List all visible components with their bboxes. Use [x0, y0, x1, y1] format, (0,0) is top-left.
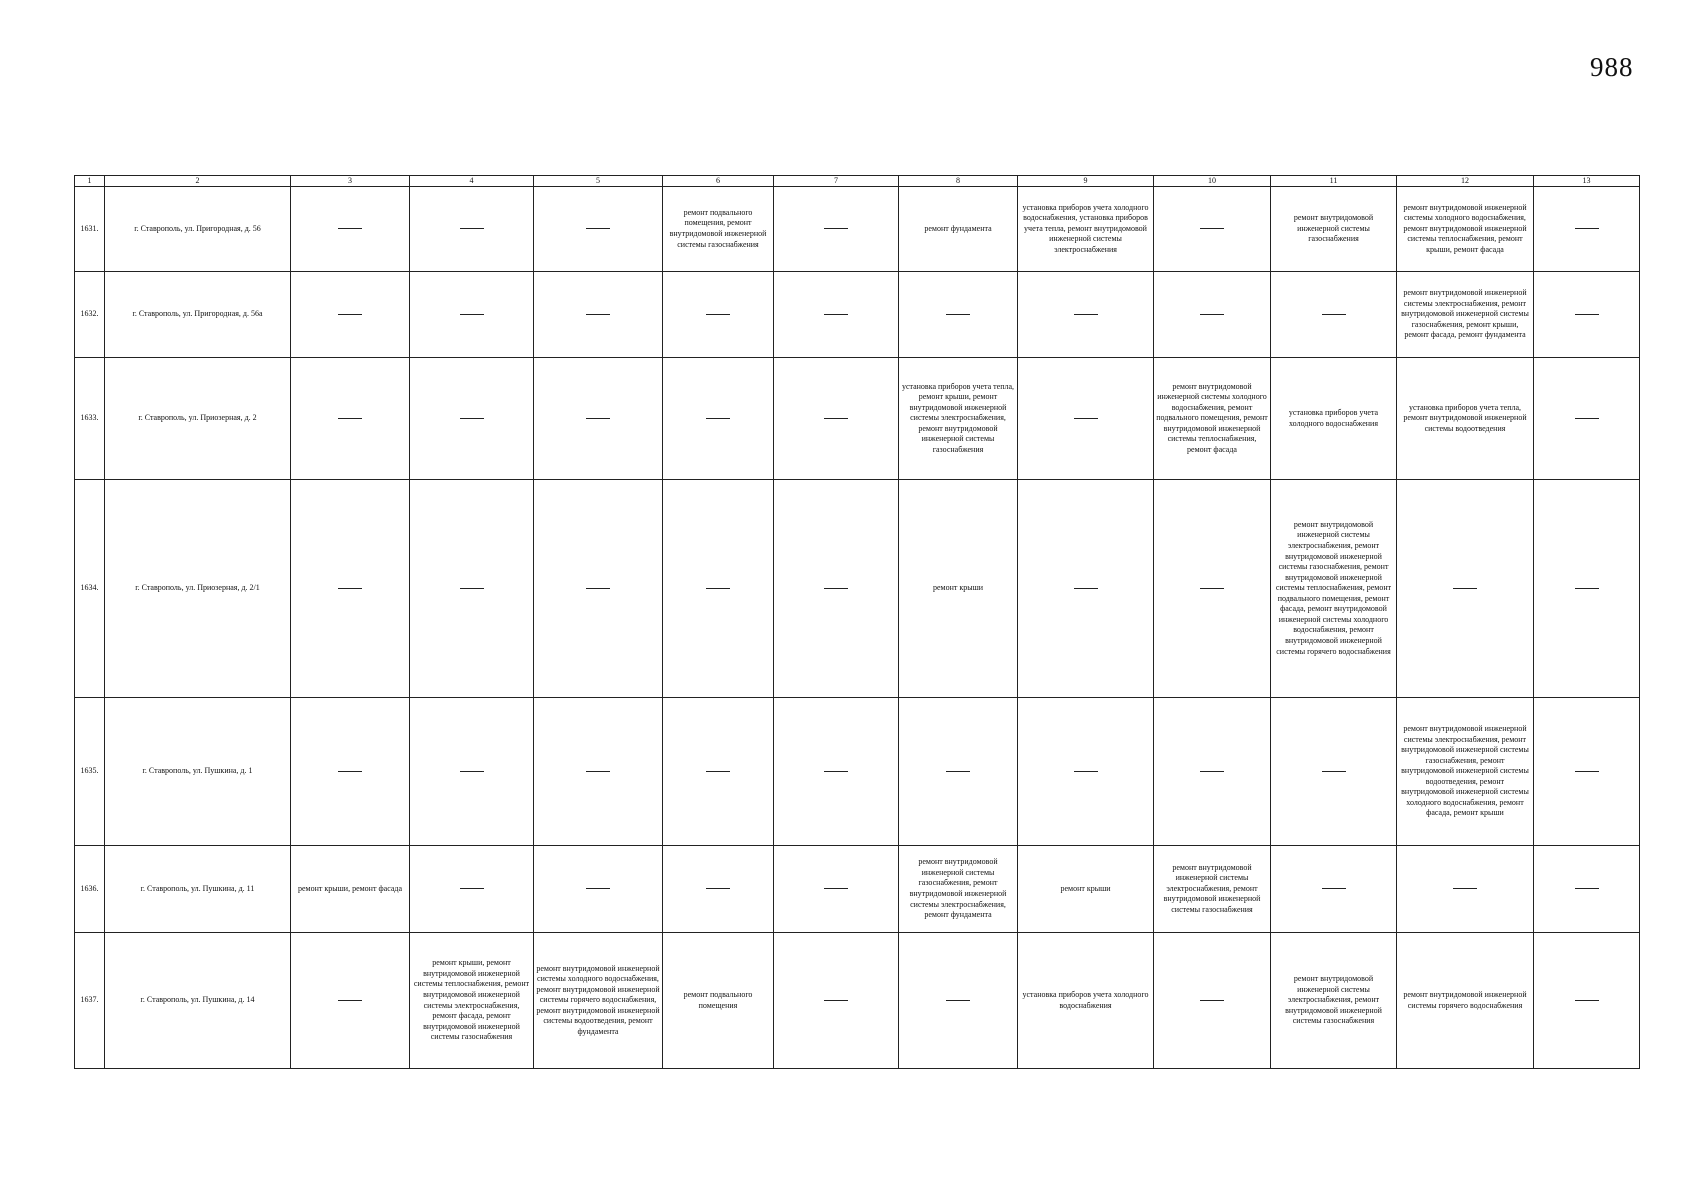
empty-cell	[1534, 480, 1640, 698]
dash-mark	[1200, 1000, 1224, 1001]
dash-mark	[586, 888, 610, 889]
dash-mark	[1200, 588, 1224, 589]
empty-cell	[899, 272, 1018, 358]
work-cell: ремонт внутридомовой инженерной системы горячего водоснабжения	[1397, 933, 1534, 1069]
empty-cell	[899, 933, 1018, 1069]
empty-cell	[291, 272, 410, 358]
empty-cell	[1534, 846, 1640, 933]
work-cell: ремонт внутридомовой инженерной системы холодного водоснабжения, ремонт внутридомовой инженерной системы горячего водоснабжения, ремонт внутридомовой инженерной системы водоотведения, ремонт фундамента	[534, 933, 663, 1069]
table-row	[75, 358, 1640, 480]
empty-cell	[1018, 480, 1154, 698]
empty-cell	[774, 698, 899, 846]
dash-mark	[460, 888, 484, 889]
empty-cell	[534, 272, 663, 358]
work-cell: ремонт подвального помещения	[663, 933, 774, 1069]
empty-cell	[1534, 698, 1640, 846]
empty-cell	[1018, 358, 1154, 480]
column-number-row	[75, 176, 1640, 187]
work-cell: ремонт внутридомовой инженерной системы холодного водоснабжения, ремонт подвального помещения, ремонт внутридомовой инженерной системы теплоснабжения, ремонт фасада	[1154, 358, 1271, 480]
column-number: 9	[1018, 176, 1154, 187]
empty-cell	[291, 698, 410, 846]
empty-cell	[291, 480, 410, 698]
row-number: 1637.	[75, 933, 105, 1069]
empty-cell	[774, 187, 899, 272]
dash-mark	[946, 1000, 970, 1001]
work-cell: ремонт внутридомовой инженерной системы газоснабжения, ремонт внутридомовой инженерной системы электроснабжения, ремонт фундамента	[899, 846, 1018, 933]
work-cell: ремонт внутридомовой инженерной системы холодного водоснабжения, ремонт внутридомовой инженерной системы теплоснабжения, ремонт крыши, ремонт фасада	[1397, 187, 1534, 272]
row-number: 1632.	[75, 272, 105, 358]
column-number: 11	[1271, 176, 1397, 187]
dash-mark	[586, 771, 610, 772]
dash-mark	[1322, 771, 1346, 772]
empty-cell	[291, 933, 410, 1069]
empty-cell	[1271, 698, 1397, 846]
dash-mark	[706, 771, 730, 772]
dash-mark	[946, 314, 970, 315]
empty-cell	[1397, 846, 1534, 933]
work-cell: ремонт крыши, ремонт внутридомовой инженерной системы теплоснабжения, ремонт внутридомовой инженерной системы электроснабжения, ремонт фасада, ремонт внутридомовой инженерной системы газоснабжения	[410, 933, 534, 1069]
dash-mark	[1322, 314, 1346, 315]
row-number: 1634.	[75, 480, 105, 698]
empty-cell	[410, 480, 534, 698]
dash-mark	[1453, 588, 1477, 589]
work-cell: ремонт внутридомовой инженерной системы электроснабжения, ремонт внутридомовой инженерной системы газоснабжения, ремонт внутридомовой инженерной системы водоотведения, ремонт внутридомовой инженерной системы холодного водоснабжения, ремонт фасада, ремонт крыши	[1397, 698, 1534, 846]
empty-cell	[1154, 187, 1271, 272]
empty-cell	[1397, 480, 1534, 698]
work-cell: ремонт внутридомовой инженерной системы электроснабжения, ремонт внутридомовой инженерной системы газоснабжения	[1154, 846, 1271, 933]
empty-cell	[899, 698, 1018, 846]
dash-mark	[586, 228, 610, 229]
column-number: 10	[1154, 176, 1271, 187]
table-row	[75, 846, 1640, 933]
table-row	[75, 272, 1640, 358]
repair-schedule-table	[74, 175, 1640, 1069]
empty-cell	[774, 272, 899, 358]
empty-cell	[291, 187, 410, 272]
row-number: 1633.	[75, 358, 105, 480]
dash-mark	[824, 771, 848, 772]
dash-mark	[1575, 314, 1599, 315]
dash-mark	[824, 1000, 848, 1001]
empty-cell	[410, 187, 534, 272]
empty-cell	[534, 187, 663, 272]
dash-mark	[338, 314, 362, 315]
table-row	[75, 187, 1640, 272]
empty-cell	[1534, 358, 1640, 480]
work-cell: ремонт внутридомовой инженерной системы электроснабжения, ремонт внутридомовой инженерной системы газоснабжения	[1271, 933, 1397, 1069]
column-number: 2	[105, 176, 291, 187]
dash-mark	[338, 418, 362, 419]
dash-mark	[1074, 418, 1098, 419]
dash-mark	[706, 588, 730, 589]
empty-cell	[663, 846, 774, 933]
table-body	[75, 176, 1640, 1069]
dash-mark	[338, 771, 362, 772]
dash-mark	[706, 888, 730, 889]
dash-mark	[1575, 418, 1599, 419]
empty-cell	[534, 480, 663, 698]
empty-cell	[410, 358, 534, 480]
dash-mark	[1322, 888, 1346, 889]
dash-mark	[1074, 314, 1098, 315]
dash-mark	[586, 314, 610, 315]
empty-cell	[410, 272, 534, 358]
address-cell: г. Ставрополь, ул. Пушкина, д. 1	[105, 698, 291, 846]
row-number: 1635.	[75, 698, 105, 846]
column-number: 4	[410, 176, 534, 187]
dash-mark	[460, 314, 484, 315]
dash-mark	[460, 228, 484, 229]
work-cell: ремонт внутридомовой инженерной системы газоснабжения	[1271, 187, 1397, 272]
dash-mark	[1200, 771, 1224, 772]
empty-cell	[774, 358, 899, 480]
dash-mark	[1575, 888, 1599, 889]
table-row	[75, 480, 1640, 698]
work-cell: ремонт внутридомовой инженерной системы электроснабжения, ремонт внутридомовой инженерной системы газоснабжения, ремонт внутридомовой инженерной системы теплоснабжения, ремонт подвального помещения, ремонт фасада, ремонт внутридомовой инженерной системы холодного водоснабжения, ремонт внутридомовой инженерной системы горячего водоснабжения	[1271, 480, 1397, 698]
empty-cell	[663, 698, 774, 846]
dash-mark	[460, 418, 484, 419]
dash-mark	[1453, 888, 1477, 889]
dash-mark	[824, 314, 848, 315]
work-cell: ремонт крыши	[899, 480, 1018, 698]
empty-cell	[1154, 933, 1271, 1069]
work-cell: установка приборов учета тепла, ремонт крыши, ремонт внутридомовой инженерной системы электроснабжения, ремонт внутридомовой инженерной системы газоснабжения	[899, 358, 1018, 480]
empty-cell	[1154, 698, 1271, 846]
dash-mark	[1074, 771, 1098, 772]
dash-mark	[338, 1000, 362, 1001]
work-cell: ремонт крыши	[1018, 846, 1154, 933]
empty-cell	[1271, 846, 1397, 933]
empty-cell	[1534, 272, 1640, 358]
row-number: 1631.	[75, 187, 105, 272]
dash-mark	[460, 588, 484, 589]
empty-cell	[534, 846, 663, 933]
column-number: 12	[1397, 176, 1534, 187]
column-number: 8	[899, 176, 1018, 187]
empty-cell	[1271, 272, 1397, 358]
address-cell: г. Ставрополь, ул. Приозерная, д. 2/1	[105, 480, 291, 698]
dash-mark	[586, 418, 610, 419]
column-number: 1	[75, 176, 105, 187]
empty-cell	[1018, 698, 1154, 846]
empty-cell	[774, 480, 899, 698]
column-number: 3	[291, 176, 410, 187]
dash-mark	[1575, 1000, 1599, 1001]
work-cell: установка приборов учета холодного водоснабжения	[1271, 358, 1397, 480]
work-cell: ремонт крыши, ремонт фасада	[291, 846, 410, 933]
dash-mark	[824, 228, 848, 229]
page-number: 988	[1590, 52, 1634, 82]
row-number: 1636.	[75, 846, 105, 933]
column-number: 5	[534, 176, 663, 187]
work-cell: установка приборов учета холодного водоснабжения, установка приборов учета тепла, ремонт внутридомовой инженерной системы электроснабжения	[1018, 187, 1154, 272]
address-cell: г. Ставрополь, ул. Пушкина, д. 11	[105, 846, 291, 933]
empty-cell	[1534, 933, 1640, 1069]
empty-cell	[663, 358, 774, 480]
table-row	[75, 698, 1640, 846]
address-cell: г. Ставрополь, ул. Пригородная, д. 56	[105, 187, 291, 272]
dash-mark	[824, 418, 848, 419]
empty-cell	[534, 698, 663, 846]
empty-cell	[1154, 272, 1271, 358]
dash-mark	[586, 588, 610, 589]
dash-mark	[1575, 228, 1599, 229]
dash-mark	[706, 314, 730, 315]
dash-mark	[1074, 588, 1098, 589]
work-cell: ремонт внутридомовой инженерной системы электроснабжения, ремонт внутридомовой инженерной системы газоснабжения, ремонт крыши, ремонт фасада, ремонт фундамента	[1397, 272, 1534, 358]
address-cell: г. Ставрополь, ул. Пригородная, д. 56а	[105, 272, 291, 358]
empty-cell	[1534, 187, 1640, 272]
column-number: 13	[1534, 176, 1640, 187]
table-row	[75, 933, 1640, 1069]
column-number: 6	[663, 176, 774, 187]
work-cell: установка приборов учета тепла, ремонт внутридомовой инженерной системы водоотведения	[1397, 358, 1534, 480]
address-cell: г. Ставрополь, ул. Приозерная, д. 2	[105, 358, 291, 480]
empty-cell	[291, 358, 410, 480]
dash-mark	[824, 588, 848, 589]
dash-mark	[824, 888, 848, 889]
column-number: 7	[774, 176, 899, 187]
address-cell: г. Ставрополь, ул. Пушкина, д. 14	[105, 933, 291, 1069]
empty-cell	[774, 933, 899, 1069]
empty-cell	[534, 358, 663, 480]
work-cell: ремонт подвального помещения, ремонт внутридомовой инженерной системы газоснабжения	[663, 187, 774, 272]
empty-cell	[410, 846, 534, 933]
dash-mark	[460, 771, 484, 772]
empty-cell	[1154, 480, 1271, 698]
dash-mark	[1200, 314, 1224, 315]
empty-cell	[663, 480, 774, 698]
dash-mark	[1575, 588, 1599, 589]
dash-mark	[338, 228, 362, 229]
empty-cell	[1018, 272, 1154, 358]
empty-cell	[774, 846, 899, 933]
dash-mark	[1575, 771, 1599, 772]
dash-mark	[946, 771, 970, 772]
dash-mark	[338, 588, 362, 589]
empty-cell	[663, 272, 774, 358]
work-cell: ремонт фундамента	[899, 187, 1018, 272]
dash-mark	[706, 418, 730, 419]
work-cell: установка приборов учета холодного водоснабжения	[1018, 933, 1154, 1069]
empty-cell	[410, 698, 534, 846]
dash-mark	[1200, 228, 1224, 229]
